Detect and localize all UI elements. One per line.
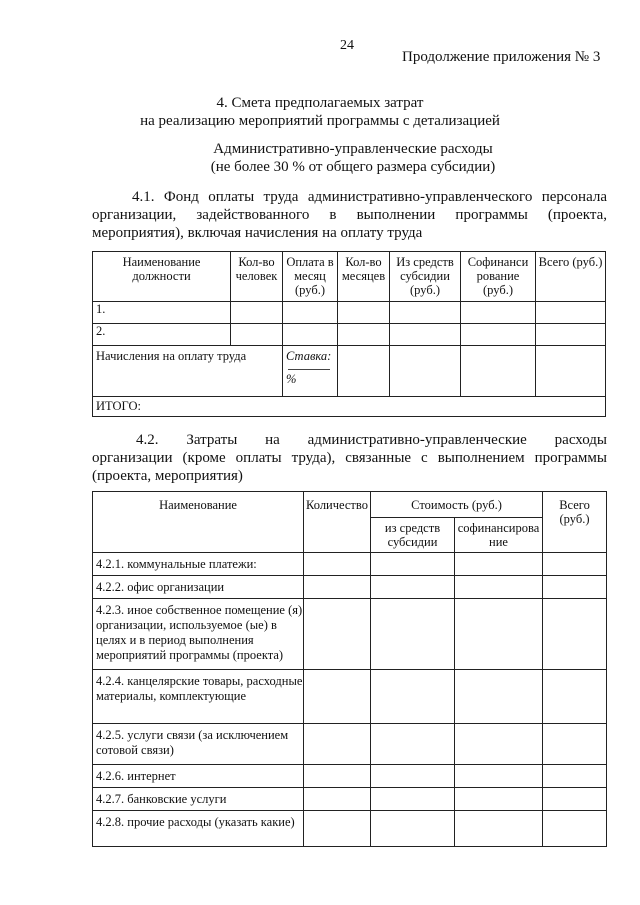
- row-4-2-5: 4.2.5. услуги связи (за исключением сотовой связи): [93, 724, 304, 765]
- header-total: Всего (руб.): [536, 252, 606, 302]
- row-4-2-6: 4.2.6. интернет: [93, 765, 304, 788]
- section-title-line2: на реализацию мероприятий программы с детализацией: [140, 113, 500, 129]
- header-from-subsidy: из средств субсидии: [371, 518, 455, 553]
- header-name: Наименование: [93, 492, 304, 553]
- header-cofinancing: софинансирова ние: [455, 518, 543, 553]
- header-pay-month: Оплата в месяц (руб.): [283, 252, 338, 302]
- row-4-2-4: 4.2.4. канцелярские товары, расходные материалы, комплектующие: [93, 670, 304, 724]
- table-row: [93, 599, 607, 670]
- paragraph-4-2-line1: 4.2. Затраты на административно-управленческие расходы: [136, 432, 607, 448]
- paragraph-4-1-line3: мероприятия), включая начисления на оплату труда: [92, 225, 423, 241]
- rate-unit: %: [286, 372, 297, 386]
- row-4-2-1: 4.2.1. коммунальные платежи:: [93, 553, 304, 576]
- table-row: [93, 724, 607, 765]
- row-4-2-2: 4.2.2. офис организации: [93, 576, 304, 599]
- row-2-label: 2.: [93, 324, 231, 346]
- row-4-2-8: 4.2.8. прочие расходы (указать какие): [93, 811, 304, 847]
- admin-expenses-limit: (не более 30 % от общего размера субсидии): [210, 159, 496, 175]
- row-4-2-3: 4.2.3. иное собственное помещение (я) организации, используемое (ые) в целях и в период выполнения мероприятий программы (проекта): [93, 599, 304, 670]
- header-cofinancing: Софинанси рование (руб.): [461, 252, 536, 302]
- paragraph-4-1-line2: организации, задействованного в выполнении программы (проекта,: [92, 207, 607, 223]
- header-count-months: Кол-во месяцев: [338, 252, 390, 302]
- admin-expenses-heading: Административно-управленческие расходы: [213, 141, 493, 157]
- header-total: Всего (руб.): [543, 492, 607, 553]
- table-row: [93, 811, 607, 847]
- page-number: 24: [340, 38, 354, 53]
- row-1-label: 1.: [93, 302, 231, 324]
- table-row: [93, 302, 606, 324]
- table-row: [93, 788, 607, 811]
- header-count-people: Кол-во человек: [231, 252, 283, 302]
- table-row: [93, 553, 607, 576]
- table-row: [93, 324, 606, 346]
- header-quantity: Количество: [304, 492, 371, 553]
- accruals-label: Начисления на оплату труда: [93, 346, 283, 397]
- table-row: [93, 670, 607, 724]
- rate-fill-line: [288, 369, 330, 370]
- table-row: [93, 765, 607, 788]
- header-position: Наименование должности: [93, 252, 231, 302]
- paragraph-4-2-line2: организации (кроме оплаты труда), связанные с выполнением программы: [92, 450, 607, 466]
- table-row: [93, 397, 606, 417]
- section-title-line1: 4. Смета предполагаемых затрат: [216, 95, 424, 111]
- paragraph-4-2-line3: (проекта, мероприятия): [92, 468, 243, 484]
- paragraph-4-1-line1: 4.1. Фонд оплаты труда административно-управленческого персонала: [132, 189, 607, 205]
- total-label: ИТОГО:: [93, 397, 606, 417]
- table-row: [93, 346, 606, 397]
- header-from-subsidy: Из средств субсидии (руб.): [390, 252, 461, 302]
- table-row: [93, 576, 607, 599]
- header-cost: Стоимость (руб.): [371, 492, 543, 518]
- rate-label: Ставка:: [286, 349, 332, 363]
- paragraph-4-1: [92, 188, 607, 242]
- rate-cell: [283, 346, 338, 397]
- payroll-table: [92, 251, 606, 417]
- appendix-continuation: Продолжение приложения № 3: [402, 49, 601, 65]
- admin-costs-table: [92, 491, 607, 847]
- row-4-2-7: 4.2.7. банковские услуги: [93, 788, 304, 811]
- paragraph-4-2: [92, 431, 607, 485]
